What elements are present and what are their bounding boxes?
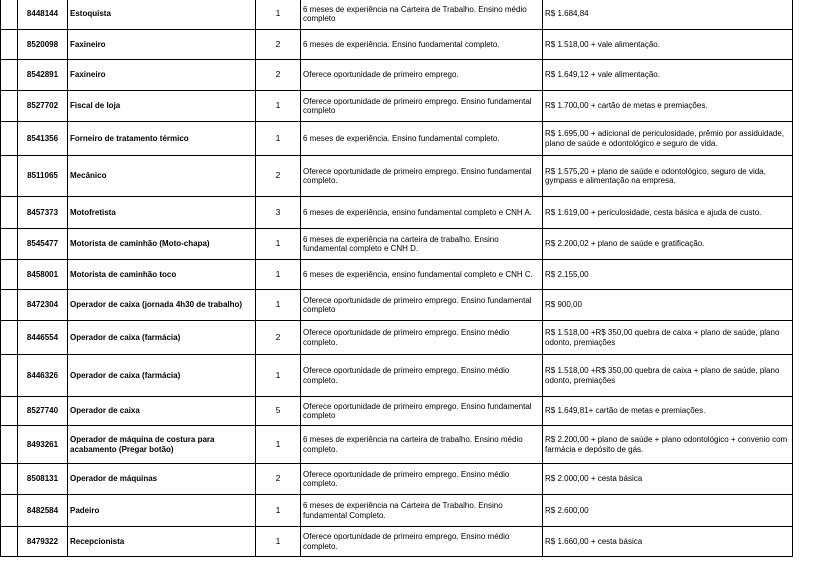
row-margin-cell [1, 0, 18, 30]
job-code: 8446554 [18, 321, 68, 355]
row-margin-cell [1, 426, 18, 464]
job-code: 8472304 [18, 290, 68, 321]
job-requirement: 6 meses de experiência na carteira de trabalho. Ensino fundamental completo e CNH D. [301, 229, 543, 260]
table-row [1, 290, 793, 321]
job-salary: R$ 2.200,02 + plano de saúde e gratificação. [543, 229, 793, 260]
job-title: Faxineiro [68, 60, 256, 91]
row-margin-cell [1, 260, 18, 290]
job-requirement: Oferece oportunidade de primeiro emprego. Ensino fundamental completo. [301, 156, 543, 197]
job-requirement: Oferece oportunidade de primeiro emprego. [301, 60, 543, 91]
job-code: 8542891 [18, 60, 68, 91]
row-margin-cell [1, 122, 18, 156]
job-salary: R$ 1.660,00 + cesta básica [543, 527, 793, 557]
job-salary: R$ 2.155,00 [543, 260, 793, 290]
row-margin-cell [1, 355, 18, 397]
vacancy-count: 1 [256, 229, 301, 260]
job-salary: R$ 1.695,00 + adicional de periculosidade, prêmio por assiduidade, plano de saúde e odontológico e seguro de vida. [543, 122, 793, 156]
job-salary: R$ 1.649,12 + vale alimentação. [543, 60, 793, 91]
job-requirement: Oferece oportunidade de primeiro emprego. Ensino fundamental completo [301, 397, 543, 426]
job-title: Operador de caixa (jornada 4h30 de trabalho) [68, 290, 256, 321]
job-salary: R$ 2.000,00 + cesta básica [543, 464, 793, 495]
table-row [1, 60, 793, 91]
job-code: 8527740 [18, 397, 68, 426]
vacancy-count: 1 [256, 426, 301, 464]
job-salary: R$ 1.518,00 + vale alimentação. [543, 30, 793, 60]
job-requirement: 6 meses de experiência, ensino fundamental completo e CNH A. [301, 197, 543, 229]
row-margin-cell [1, 91, 18, 122]
job-title: Mecânico [68, 156, 256, 197]
job-title: Padeiro [68, 495, 256, 527]
job-requirement: Oferece oportunidade de primeiro emprego. Ensino médio completo. [301, 321, 543, 355]
vacancy-count: 1 [256, 0, 301, 30]
row-margin-cell [1, 527, 18, 557]
vacancy-count: 1 [256, 91, 301, 122]
vacancy-count: 2 [256, 321, 301, 355]
job-code: 8545477 [18, 229, 68, 260]
job-requirement: 6 meses de experiência na carteira de trabalho. Ensino médio completo. [301, 426, 543, 464]
job-requirement: Oferece oportunidade de primeiro emprego. Ensino médio completo. [301, 527, 543, 557]
row-margin-cell [1, 495, 18, 527]
vacancy-count: 2 [256, 464, 301, 495]
job-salary: R$ 1.684,84 [543, 0, 793, 30]
job-salary: R$ 1.649,81+ cartão de metas e premiações. [543, 397, 793, 426]
job-title: Operador de caixa (farmácia) [68, 355, 256, 397]
job-salary: R$ 900,00 [543, 290, 793, 321]
job-requirement: 6 meses de experiência. Ensino fundamental completo. [301, 30, 543, 60]
job-title: Operador de máquinas [68, 464, 256, 495]
vacancy-count: 2 [256, 30, 301, 60]
vacancy-count: 2 [256, 156, 301, 197]
table-row [1, 527, 793, 557]
vacancy-count: 3 [256, 197, 301, 229]
job-title: Operador de máquina de costura para acabamento (Pregar botão) [68, 426, 256, 464]
job-code: 8511065 [18, 156, 68, 197]
job-code: 8448144 [18, 0, 68, 30]
vacancy-count: 2 [256, 60, 301, 91]
vacancy-count: 1 [256, 355, 301, 397]
job-code: 8493261 [18, 426, 68, 464]
job-requirement: Oferece oportunidade de primeiro emprego. Ensino médio completo. [301, 464, 543, 495]
job-salary: R$ 1.700,00 + cartão de metas e premiações. [543, 91, 793, 122]
job-requirement: 6 meses de experiência. Ensino fundamental completo. [301, 122, 543, 156]
job-title: Faxineiro [68, 30, 256, 60]
job-requirement: 6 meses de experiência na Carteira de Trabalho. Ensino médio completo [301, 0, 543, 30]
table-row [1, 229, 793, 260]
table-row [1, 197, 793, 229]
job-code: 8457373 [18, 197, 68, 229]
table-row [1, 156, 793, 197]
job-code: 8479322 [18, 527, 68, 557]
table-row [1, 464, 793, 495]
row-margin-cell [1, 156, 18, 197]
job-title: Recepcionista [68, 527, 256, 557]
row-margin-cell [1, 197, 18, 229]
vacancy-count: 1 [256, 290, 301, 321]
job-requirement: 6 meses de experiência na Carteira de Trabalho. Ensino fundamental Completo. [301, 495, 543, 527]
table-row [1, 355, 793, 397]
table-row [1, 495, 793, 527]
job-code: 8520098 [18, 30, 68, 60]
job-title: Operador de caixa [68, 397, 256, 426]
job-title: Motorista de caminhão (Moto-chapa) [68, 229, 256, 260]
job-requirement: Oferece oportunidade de primeiro emprego. Ensino médio completo. [301, 355, 543, 397]
table-row [1, 0, 793, 30]
table-row [1, 397, 793, 426]
job-title: Motofretista [68, 197, 256, 229]
row-margin-cell [1, 229, 18, 260]
job-requirement: Oferece oportunidade de primeiro emprego. Ensino fundamental completo [301, 91, 543, 122]
vacancy-count: 5 [256, 397, 301, 426]
job-title: Motorista de caminhão toco [68, 260, 256, 290]
job-salary: R$ 2.200,00 + plano de saúde + plano odontológico + convenio com farmácia e depósito de gás. [543, 426, 793, 464]
job-salary: R$ 2.600,00 [543, 495, 793, 527]
job-table-body [1, 0, 793, 557]
table-row [1, 91, 793, 122]
job-requirement: Oferece oportunidade de primeiro emprego. Ensino fundamental completo [301, 290, 543, 321]
vacancy-count: 1 [256, 122, 301, 156]
job-salary: R$ 1.619,00 + periculosidade, cesta básica e ajuda de custo. [543, 197, 793, 229]
job-code: 8541356 [18, 122, 68, 156]
job-title: Forneiro de tratamento térmico [68, 122, 256, 156]
vacancy-count: 1 [256, 260, 301, 290]
job-salary: R$ 1.575,20 + plano de saúde e odontológico, seguro de vida, gympass e alimentação na empresa. [543, 156, 793, 197]
job-salary: R$ 1.518,00 +R$ 350,00 quebra de caixa + plano de saúde, plano odonto, premiações [543, 321, 793, 355]
job-title: Fiscal de loja [68, 91, 256, 122]
job-requirement: 6 meses de experiência, ensino fundamental completo e CNH C. [301, 260, 543, 290]
row-margin-cell [1, 30, 18, 60]
table-row [1, 321, 793, 355]
table-row [1, 30, 793, 60]
row-margin-cell [1, 60, 18, 91]
row-margin-cell [1, 464, 18, 495]
job-title: Operador de caixa (farmácia) [68, 321, 256, 355]
vacancy-count: 1 [256, 495, 301, 527]
table-row [1, 122, 793, 156]
job-code: 8482584 [18, 495, 68, 527]
job-code: 8458001 [18, 260, 68, 290]
table-row [1, 426, 793, 464]
row-margin-cell [1, 321, 18, 355]
job-title: Estoquista [68, 0, 256, 30]
table-row [1, 260, 793, 290]
job-code: 8446326 [18, 355, 68, 397]
row-margin-cell [1, 290, 18, 321]
job-code: 8508131 [18, 464, 68, 495]
job-code: 8527702 [18, 91, 68, 122]
vacancy-count: 1 [256, 527, 301, 557]
job-salary: R$ 1.518,00 +R$ 350,00 quebra de caixa + plano de saúde, plano odonto, premiações [543, 355, 793, 397]
row-margin-cell [1, 397, 18, 426]
